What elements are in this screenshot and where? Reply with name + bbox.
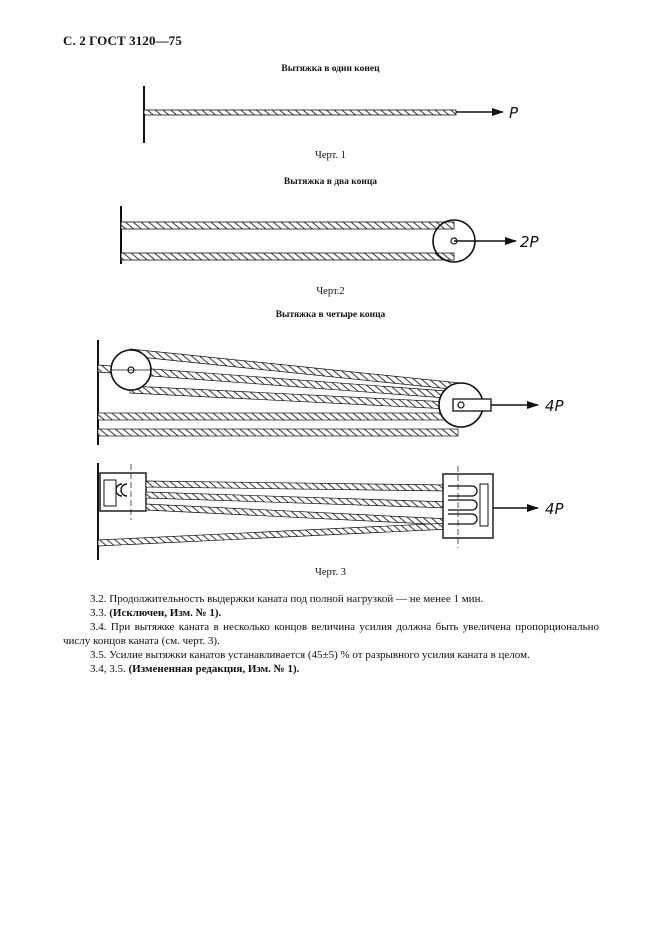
figure-3-lower-strand-4 [98,523,450,546]
figure-2-title: Вытяжка в два конца [283,177,378,187]
figure-3-left-clamp [100,473,146,511]
figure-3-lower-drawing [98,463,565,560]
paragraph-text: Усилие вытяжки канатов устанавливается (45±5) % от разрывного усилия каната в целом. [109,649,530,661]
figure-1-title: Вытяжка в один конец [281,64,380,74]
figure-1-caption: Черт. 1 [315,150,346,161]
paragraph-3-3 [63,606,599,620]
figure-3-lower-strand-1 [146,481,450,491]
figure-3-upper-drawing [98,340,565,445]
figure-3-title: Вытяжка в четыре конца [275,310,386,320]
paragraph-amendment-note [63,662,599,676]
figure-3-upper-strand-5 [98,429,458,436]
figure-3-lower-force-label: 4P [545,500,564,518]
paragraph-text: Продолжительность выдержки каната под полной нагрузкой — не менее 1 мин. [109,593,484,605]
paragraph-bold-text: (Исключен, Изм. № 1). [109,607,222,619]
figure-3-upper-force-label: 4P [545,397,564,415]
figure-2-force-label: 2P [520,233,539,251]
paragraph-number: 3.4, 3.5. [90,663,126,675]
figure-3-caption: Черт. 3 [315,567,346,578]
figure-3-upper-strand-4 [98,413,458,420]
page-header: С. 2 ГОСТ 3120—75 [63,33,182,48]
figure-3-lower-strand-3 [146,504,450,525]
paragraph-number: 3.5. [90,649,107,661]
figure-2-caption: Черт.2 [316,286,345,297]
paragraph-3-4 [63,620,599,648]
figure-2-drawing [121,206,540,264]
paragraph-text: При вытяжке каната в несколько концов величина усилия должна быть увеличена пропорционально числу концов каната (см. черт. 3). [63,621,600,647]
figure-2-rope-bottom [121,253,454,260]
figure-1-force-label: P [509,104,519,122]
paragraph-number: 3.3. [90,607,107,619]
paragraph-bold-text: (Измененная редакция, Изм. № 1). [128,663,300,675]
body-text [63,592,599,676]
paragraph-3-5 [63,648,599,662]
figure-2-rope-top [121,222,454,229]
figure-3-lower-strand-2 [146,492,450,508]
figure-1-drawing [144,86,519,143]
figure-1-rope [144,110,456,115]
figure-3-right-pulley-clevis [453,399,491,411]
paragraph-number: 3.2. [90,593,107,605]
paragraph-3-2 [63,592,599,606]
paragraph-number: 3.4. [90,621,107,633]
